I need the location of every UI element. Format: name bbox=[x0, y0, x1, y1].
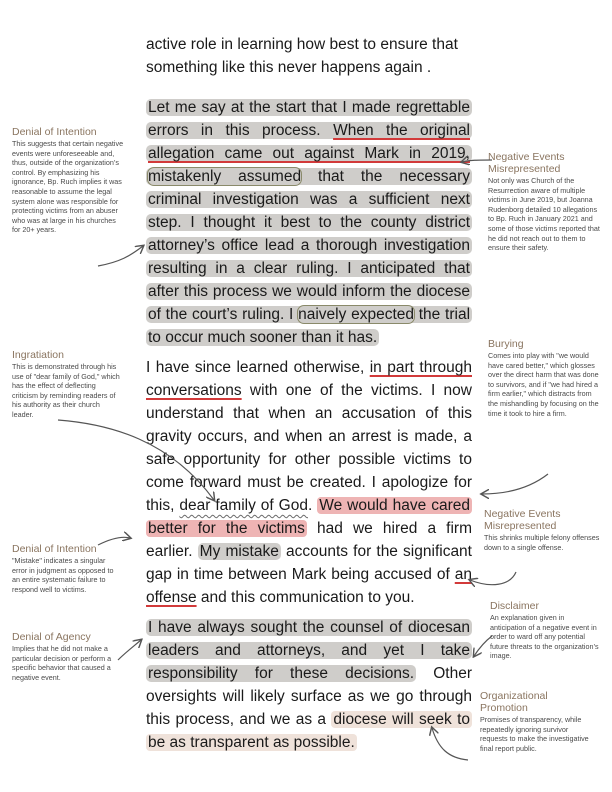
annotation-heading: Denial of Intention bbox=[12, 543, 97, 555]
p2-text-e: . bbox=[307, 497, 318, 514]
annotation-body: Not only was Church of the Resurrection aware of multiple victims in June 2019, but Joanna Rudenborg detailed 10 allegations to Bp. Ruch in January 2021 and some of those victims reported that he did not reach out to them to ensure their safety. bbox=[488, 176, 600, 253]
annotation-heading: Disclaimer bbox=[490, 600, 540, 612]
annotation-body: Implies that he did not make a particular decision or perform a specific behavior that caused a negative event. bbox=[12, 644, 112, 682]
p2-text-c: with one of the victims. I now understand that when an accusation of this gravity occurs, and when an arrest is made, a safe opportunity for other possible victims to come forward must be created. I apologize for this, bbox=[146, 382, 472, 514]
dear-family-phrase: dear family of God bbox=[179, 497, 308, 514]
p2-text-g: had we hired a firm earlier. bbox=[146, 520, 472, 560]
annotation-body: Comes into play with "we would have cared better," which glosses over the direct harm that was done to survivors, and if "we had hired a firm earlier," which distracts from the mishandling by focusing on the time it took to hire a firm. bbox=[488, 351, 599, 418]
annotation-heading: Denial of Agency bbox=[12, 631, 91, 643]
arrow-burying bbox=[482, 474, 548, 494]
arrow-org-promotion bbox=[432, 728, 468, 760]
counsel-phrase: I have always sought the counsel of diocesan leaders and attorneys, and yet I take responsibility for these decisions. bbox=[148, 619, 470, 682]
arrow-negative-events-2 bbox=[470, 572, 516, 585]
arrow-ingratiation bbox=[58, 420, 214, 500]
annotation-body: This is demonstrated through his use of "dear family of God," which has the effect of deflecting criticism by reminding readers of his authority as their church leader. bbox=[12, 362, 120, 419]
transparent-phrase: diocese will seek to be as transparent as possible. bbox=[148, 711, 470, 751]
arrow-denial-intention-1 bbox=[98, 246, 143, 266]
annotation-heading: Negative Events Misrepresented bbox=[488, 151, 565, 175]
my-mistake-phrase: My mistake bbox=[199, 543, 279, 560]
p2-text-k: and this communication to you. bbox=[196, 589, 415, 606]
arrow-denial-intention-2 bbox=[98, 537, 130, 545]
naively-expected-phrase: naively expected bbox=[298, 306, 414, 323]
arrow-denial-agency bbox=[118, 640, 141, 660]
an-offense-phrase: an offense bbox=[146, 566, 472, 606]
annotation-heading: Organizational Promotion bbox=[480, 690, 548, 714]
p2-text-a: I have since learned otherwise, bbox=[146, 359, 370, 376]
p2-text-i: accounts for the significant gap in time between Mark being accused of bbox=[146, 543, 472, 583]
intro-paragraph: active role in learning how best to ensure that something like this never happens again . bbox=[146, 36, 458, 76]
p3-text-b: Other oversights will likely surface as we go through this process, and we as a bbox=[146, 665, 472, 728]
p1-text-e: that the necessary criminal investigation was a sufficient next step. I thought it best to the county district attorney’s office lead a thorough investigation resulting in a clear ruling. I anticipated that after this process we would inform the diocese of the court’s ruling. I bbox=[148, 168, 470, 323]
annotation-heading: Denial of Intention bbox=[12, 126, 97, 138]
annotation-heading: Ingratiation bbox=[12, 349, 64, 361]
annotation-heading: Negative Events Misrepresented bbox=[484, 508, 561, 532]
annotation-body: This suggests that certain negative events were unforeseeable and, thus, outside of the organization’s control. By emphasizing his ignorance, Bp. Ruch implies it was reasonable to assume the legal system alone was responsible for protecting victims from an abuser who was at large in his churches for 20+ years. bbox=[12, 139, 124, 235]
annotation-heading: Burying bbox=[488, 338, 524, 350]
mistakenly-assumed-phrase: mistakenly assumed bbox=[148, 168, 302, 185]
allegation-phrase: When the original allegation came out against Mark in 2019, bbox=[148, 122, 471, 162]
cared-better-phrase: We would have cared better for the victims bbox=[148, 497, 470, 537]
arrow-negative-events-1 bbox=[462, 160, 492, 162]
annotation-body: This shrinks multiple felony offenses down to a single offense. bbox=[484, 533, 600, 552]
p1-text-g: the trial to occur much sooner than it has. bbox=[148, 306, 471, 346]
annotation-body: "Mistake" indicates a singular error in judgment as opposed to an entire systematic failure to respond well to victims. bbox=[12, 556, 114, 594]
p1-text-a: Let me say at the start that I made regrettable errors in this process. bbox=[148, 99, 470, 139]
annotation-body: Promises of transparency, while repeatedly ignoring survivor requests to make the investigative final report public. bbox=[480, 715, 589, 753]
arrow-disclaimer bbox=[474, 636, 492, 656]
conversations-phrase: in part through conversations bbox=[146, 359, 472, 399]
annotation-body: An explanation given in anticipation of a negative event in order to ward off any potential future threats to the organization’s image. bbox=[490, 613, 599, 661]
